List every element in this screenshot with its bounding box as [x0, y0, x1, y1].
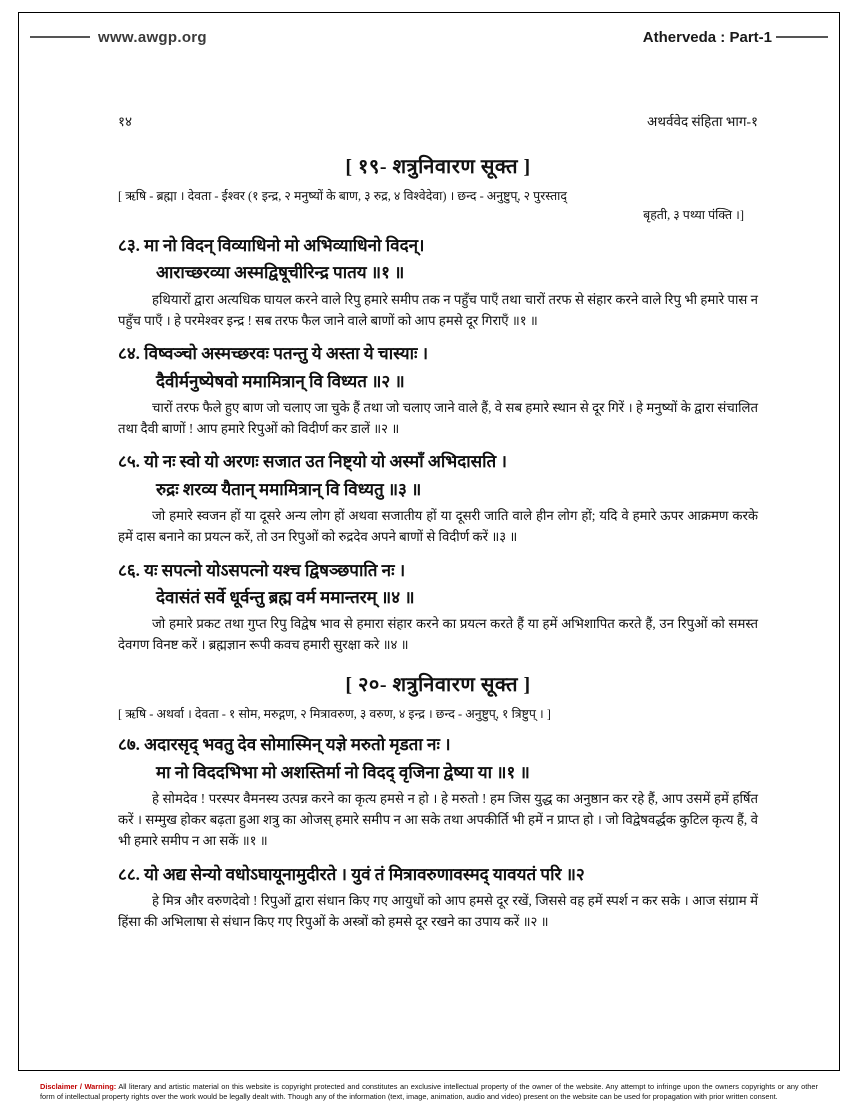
verse-line-2: देवासंतं सर्वे धूर्वन्तु ब्रह्म वर्म ममान्तरम् ॥४ ॥ [156, 587, 415, 607]
verse-line-1: ८८. यो अद्य सेन्यो वधोऽघायूनामुदीरते । युवं तं मित्रावरुणावस्मद् यावयतं परि ॥२ [118, 864, 585, 884]
verse-84 [118, 340, 758, 394]
verse-87 [118, 731, 758, 785]
site-url: www.awgp.org [98, 28, 207, 46]
rishi-line-part2: बृहती, ३ पथ्या पंक्ति ।] [643, 207, 744, 222]
verse-88 [118, 861, 758, 888]
verse-83 [118, 232, 758, 286]
verse-86 [118, 557, 758, 611]
header-rule-left [30, 36, 90, 38]
verse-line-2: मा नो विददभिभा मो अशस्तिर्मा नो विदद् वृजिना द्वेष्या या ॥१ ॥ [156, 762, 530, 782]
commentary-84: चारों तरफ फैले हुए बाण जो चलाए जा चुके हैं तथा जो चलाए जाने वाले हैं, वे सब हमारे स्थान से दूर गिरें । हे मनुष्यों के द्वारा संचालित तथा दैवी बाणों ! आप हमारे रिपुओं को विदीर्ण कर डालें ॥२ ॥ [118, 399, 758, 437]
commentary-86: जो हमारे प्रकट तथा गुप्त रिपु विद्वेष भाव से हमारा संहार करने का प्रयत्न करते हैं या हमें अभिशापित करते हैं, उन रिपुओं को समस्त देवगण विनष्ट करें । ब्रह्मज्ञान रूपी कवच हमारी सुरक्षा करे ॥४ ॥ [118, 615, 758, 653]
disclaimer-label: Disclaimer / Warning: [40, 1081, 117, 1091]
page-number: १४ [118, 114, 133, 129]
commentary-88: हे मित्र और वरुणदेवो ! रिपुओं द्वारा संधान किए गए आयुधों को आप हमसे दूर रखें, जिससे वह हमें स्पर्श न कर सके । आज संग्राम में हिंसा की अभिलाषा से संधान किए गए रिपुओं के अस्त्रों को हमसे दूर रखने का उपाय करें ॥२ ॥ [118, 893, 758, 930]
rishi-line-part1: [ ऋषि - ब्रह्मा । देवता - ईश्वर (१ इन्द्र, २ मनुष्यों के बाण, ३ रुद्र, ४ विश्वेदेवा) । छन्द - अनुष्टुप्, २ पुरस्ताद् [118, 189, 567, 203]
verse-85 [118, 448, 758, 502]
verse-line-1: ८४. विष्वञ्चो अस्मच्छरवः पतन्तु ये अस्ता ये चास्याः । [118, 344, 429, 364]
rishi-devata-chhanda-20: [ ऋषि - अथर्वा । देवता - १ सोम, मरुद्गण, २ मित्रावरुण, ३ वरुण, ४ इन्द्र । छन्द - अनुष्टुप्, १ त्रिष्टुप् । ] [118, 706, 551, 721]
book-volume-label: अथर्ववेद संहिता भाग-१ [647, 114, 758, 129]
verse-line-1: ८६. यः सपत्नो योऽसपत्नो यश्च द्विषञ्छपाति नः । [118, 560, 406, 580]
disclaimer-footer [40, 1082, 818, 1103]
verse-line-1: ८७. अदारसृद् भवतु देव सोमास्मिन् यज्ञे मरुतो मृडता नः । [118, 735, 451, 755]
commentary-83: हथियारों द्वारा अत्यधिक घायल करने वाले रिपु हमारे समीप तक न पहुँच पाएँ तथा चारों तरफ से संहार करने वाले रिपु भी हमारे पास न पहुँच पाएँ । हे परमेश्वर इन्द्र ! सब तरफ फैल जाने वाले बाणों को आप हमसे दूर गिराएँ ॥१ ॥ [118, 291, 758, 328]
page-header [40, 20, 818, 54]
verse-line-2: रुद्रः शरव्य यैतान् ममामित्रान् वि विध्यतु ॥३ ॥ [156, 479, 422, 499]
sukta-heading-19: [ १९- शत्रुनिवारण सूक्त ] [345, 156, 531, 178]
verse-line-1: ८३. मा नो विदन् विव्याधिनो मो अभिव्याधिनो विदन्। [118, 236, 425, 256]
page-content [118, 112, 758, 1041]
header-rule-right [776, 36, 828, 38]
commentary-87: हे सोमदेव ! परस्पर वैमनस्य उत्पन्न करने का कृत्य हमसे न हो । हे मरुतो ! हम जिस युद्ध का अनुष्ठान कर रहे हैं, आप उसमें हमें हर्षित करें । सम्मुख होकर बढ़ता हुआ शत्रु का ओजस् हमारे समीप न आ सके तथा अपकीर्ति भी हमें न प्राप्त हो । जो विद्वेषवर्द्धक कुटिल कृत्य हैं, वे भी हमारे समीप न आ सकें ॥१ ॥ [118, 790, 758, 849]
verse-line-2: दैवीर्मनुष्येषवो ममामित्रान् वि विध्यत ॥२ ॥ [156, 371, 405, 391]
rishi-devata-chhanda-19 [118, 187, 758, 224]
commentary-85: जो हमारे स्वजन हों या दूसरे अन्य लोग हों अथवा सजातीय हों या दूसरी जाति वाले हीन लोग हों; यदि वे हमारे ऊपर आक्रमण करके हमें दास बनाने का प्रयत्न करें, तो उन रिपुओं को रुद्रदेव अपने बाणों से विदीर्ण करें ॥३ ॥ [118, 507, 758, 545]
verse-line-2: आराच्छरव्या अस्मद्विषूचीरिन्द्र पातय ॥१ ॥ [156, 263, 405, 283]
sukta-heading-20: [ २०- शत्रुनिवारण सूक्त ] [345, 673, 531, 696]
folio-row [118, 112, 758, 130]
disclaimer-text: All literary and artistic material on this website is copyright protected and constitutes an exclusive intellectual property of the owner of the website. Any attempt to infringe upon the owners copyrights or any other form of intellectual property rights over the work would be legally dealt with. Though any of the information (text, image, animation, audio and video) present on the website can be used for propagation with prior written consent. [40, 1081, 818, 1102]
book-title: Atherveda : Part-1 [642, 28, 772, 46]
verse-line-1: ८५. यो नः स्वो यो अरणः सजात उत निष्ट्यो यो अस्माँ अभिदासति । [118, 452, 507, 472]
